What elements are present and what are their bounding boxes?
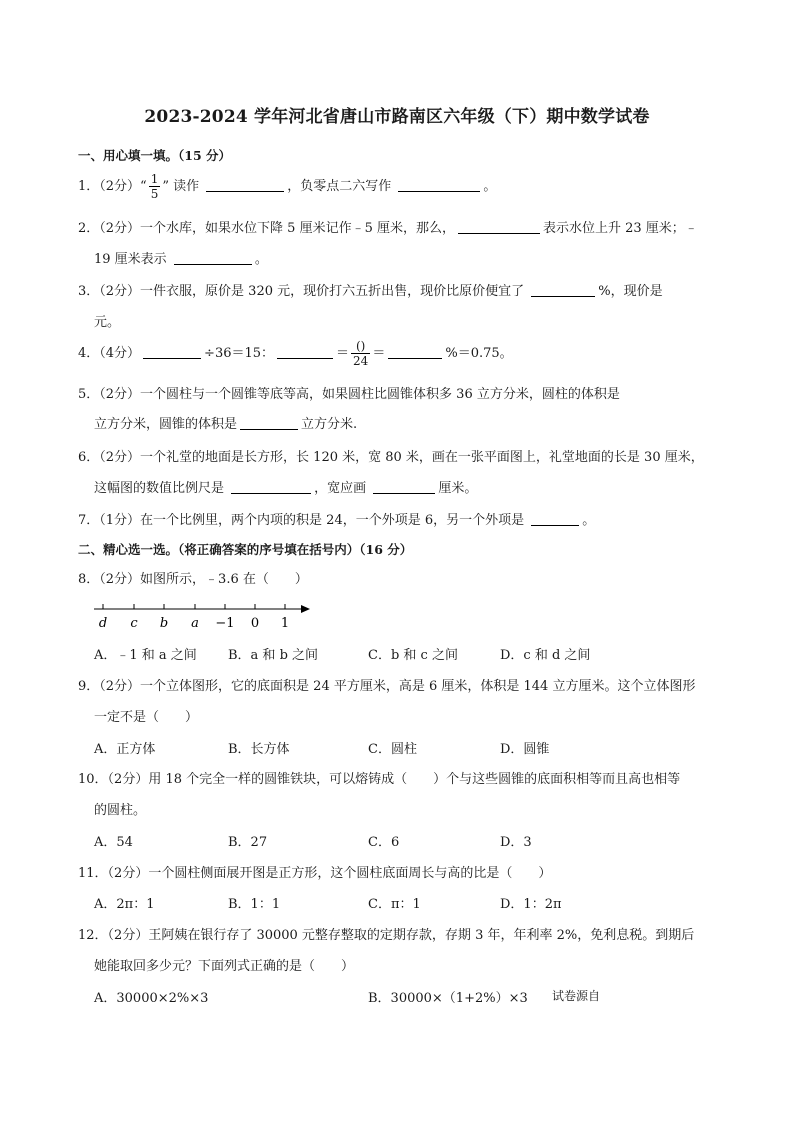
- q2-blank-2[interactable]: [174, 251, 252, 265]
- q11-option-c[interactable]: C．π：1: [368, 897, 421, 912]
- q6-text-b: 这幅图的数值比例尺是: [94, 481, 225, 496]
- question-3-line-2: [94, 311, 120, 330]
- question-10-line-2: 的圆柱。: [94, 803, 147, 818]
- q11-option-b[interactable]: B．1：1: [228, 897, 281, 912]
- q3-text-a: 3．（2分）一件衣服，原价是 320 元，现价打六五折出售，现价比原价便宜了: [78, 284, 525, 299]
- source-note: 试卷源自: [552, 989, 601, 1003]
- question-6-line-1: [78, 446, 704, 465]
- q11-option-d[interactable]: D．1：2π: [500, 897, 562, 912]
- q4-blank-1[interactable]: [143, 345, 201, 359]
- number-line-arrow: [301, 605, 310, 613]
- q4-frac-num: (): [351, 339, 370, 354]
- q9-option-b[interactable]: B．长方体: [228, 742, 290, 757]
- q1-rest: ，负零点二六写作: [287, 179, 392, 194]
- section-2-heading: 二、精心选一选。（将正确答案的序号填在括号内）（16 分）: [78, 542, 413, 557]
- q4-frac-den: 24: [353, 354, 369, 368]
- q4-text-a: 4．（4分）: [78, 346, 141, 361]
- q1-fraction: [149, 172, 161, 201]
- q10-option-c[interactable]: C．6: [368, 835, 400, 850]
- question-8-stem: 8．（2分）如图所示，﹣3.6 在（ ）: [78, 572, 308, 587]
- question-11: 11．（2分）一个圆柱侧面展开图是正方形，这个圆柱底面周长与高的比是（ ）: [78, 866, 552, 881]
- q3-text-b: %，现价是: [598, 284, 663, 299]
- q4-text-c: ＝: [336, 346, 350, 361]
- question-1: [78, 172, 496, 201]
- question-9-line-2: 一定不是（ ）: [94, 710, 199, 725]
- question-4: [78, 339, 513, 368]
- question-5-line-2: [94, 413, 357, 432]
- q3-text-c: 元。: [94, 315, 121, 330]
- q10-option-b[interactable]: B．27: [228, 835, 268, 850]
- q4-text-b: ÷36＝15：: [204, 346, 275, 361]
- q6-text-a: 6．（2分）一个礼堂的地面是长方形，长 120 米，宽 80 米，画在一张平面图上，礼堂地面的长是 30 厘米，: [78, 450, 704, 465]
- q2-text-d: 。: [254, 252, 268, 267]
- label-1: 1: [280, 616, 290, 631]
- q10-option-d[interactable]: D．3: [500, 835, 532, 850]
- q6-text-c: ，宽应画: [314, 481, 367, 496]
- q7-blank-1[interactable]: [531, 512, 579, 526]
- q7-text-b: 。: [582, 513, 596, 528]
- label-b: b: [159, 616, 169, 631]
- question-2-line-2: [94, 248, 268, 267]
- q2-blank-1[interactable]: [458, 220, 540, 234]
- q1-frac-num: 1: [150, 172, 159, 186]
- question-2-line-1: [78, 217, 698, 236]
- q5-text-a: 5．（2分）一个圆柱与一个圆锥等底等高，如果圆柱比圆锥体积多 36 立方分米，圆柱的体积是: [78, 387, 620, 402]
- question-6-line-2: [94, 477, 477, 496]
- q4-text-e: %＝0.75。: [445, 346, 513, 361]
- section-1-heading: 一、用心填一填。（15 分）: [78, 148, 231, 163]
- q1-prefix: 1．（2分）“: [78, 179, 147, 194]
- label-minus-1: −1: [215, 616, 235, 631]
- label-d: d: [98, 616, 108, 631]
- label-0: 0: [250, 616, 260, 631]
- q9-option-c[interactable]: C．圆柱: [368, 742, 417, 757]
- question-12-line-2: 她能取回多少元？下面列式正确的是（ ）: [94, 959, 355, 974]
- q1-end: 。: [483, 179, 497, 194]
- q6-blank-2[interactable]: [373, 480, 435, 494]
- exam-title: 2023-2024 学年河北省唐山市路南区六年级（下）期中数学试卷: [144, 107, 650, 127]
- q1-mid: ” 读作: [162, 179, 200, 194]
- q8-option-a[interactable]: A．﹣1 和 a 之间: [94, 648, 197, 663]
- q4-text-d: ＝: [372, 346, 386, 361]
- q1-blank-1[interactable]: [206, 178, 284, 192]
- q5-text-b: 立方分米，圆锥的体积是: [94, 417, 238, 432]
- q12-option-b[interactable]: B．30000×（1+2%）×3: [368, 991, 528, 1006]
- q7-text-a: 7．（1分）在一个比例里，两个内项的积是 24，一个外项是 6，另一个外项是: [78, 513, 525, 528]
- q4-blank-3[interactable]: [388, 345, 442, 359]
- q11-option-a[interactable]: A．2π：1: [94, 897, 155, 912]
- label-a: a: [191, 616, 199, 631]
- q4-blank-2[interactable]: [277, 345, 333, 359]
- question-7: [78, 509, 595, 528]
- label-c: c: [130, 616, 138, 631]
- question-10-line-1: 10．（2分）用 18 个完全一样的圆锥铁块，可以熔铸成（ ）个与这些圆锥的底面积相等而且高也相等: [78, 772, 681, 787]
- q2-text-c: 19 厘米表示: [94, 252, 167, 267]
- q1-blank-2[interactable]: [398, 178, 480, 192]
- q8-option-d[interactable]: D．c 和 d 之间: [500, 648, 591, 663]
- question-5-line-1: [78, 383, 620, 402]
- q8-option-c[interactable]: C．b 和 c 之间: [368, 648, 458, 663]
- q9-option-d[interactable]: D．圆锥: [500, 742, 550, 757]
- q10-option-a[interactable]: A．54: [94, 835, 133, 850]
- q6-text-d: 厘米。: [438, 481, 478, 496]
- q12-option-a[interactable]: A．30000×2%×3: [94, 991, 209, 1006]
- q8-number-line: [88, 596, 318, 632]
- question-3-line-1: [78, 280, 663, 299]
- question-9-line-1: 9．（2分）一个立体图形，它的底面积是 24 平方厘米，高是 6 厘米，体积是 144 立方厘米。这个立体图形: [78, 679, 696, 694]
- q9-option-a[interactable]: A．正方体: [94, 742, 156, 757]
- q2-text-a: 2．（2分）一个水库，如果水位下降 5 厘米记作﹣5 厘米，那么，: [78, 221, 455, 236]
- q5-text-c: 立方分米.: [301, 417, 358, 432]
- question-12-line-1: 12．（2分）王阿姨在银行存了 30000 元整存整取的定期存款，存期 3 年，年利率 2%，免利息税。到期后: [78, 928, 695, 943]
- q6-blank-1[interactable]: [231, 480, 311, 494]
- q3-blank-1[interactable]: [531, 283, 595, 297]
- q4-fraction: [351, 339, 370, 368]
- q5-blank-1[interactable]: [240, 416, 298, 430]
- q8-option-b[interactable]: B．a 和 b 之间: [228, 648, 319, 663]
- q2-text-b: 表示水位上升 23 厘米；﹣: [542, 221, 698, 236]
- q1-frac-den: 5: [150, 187, 159, 201]
